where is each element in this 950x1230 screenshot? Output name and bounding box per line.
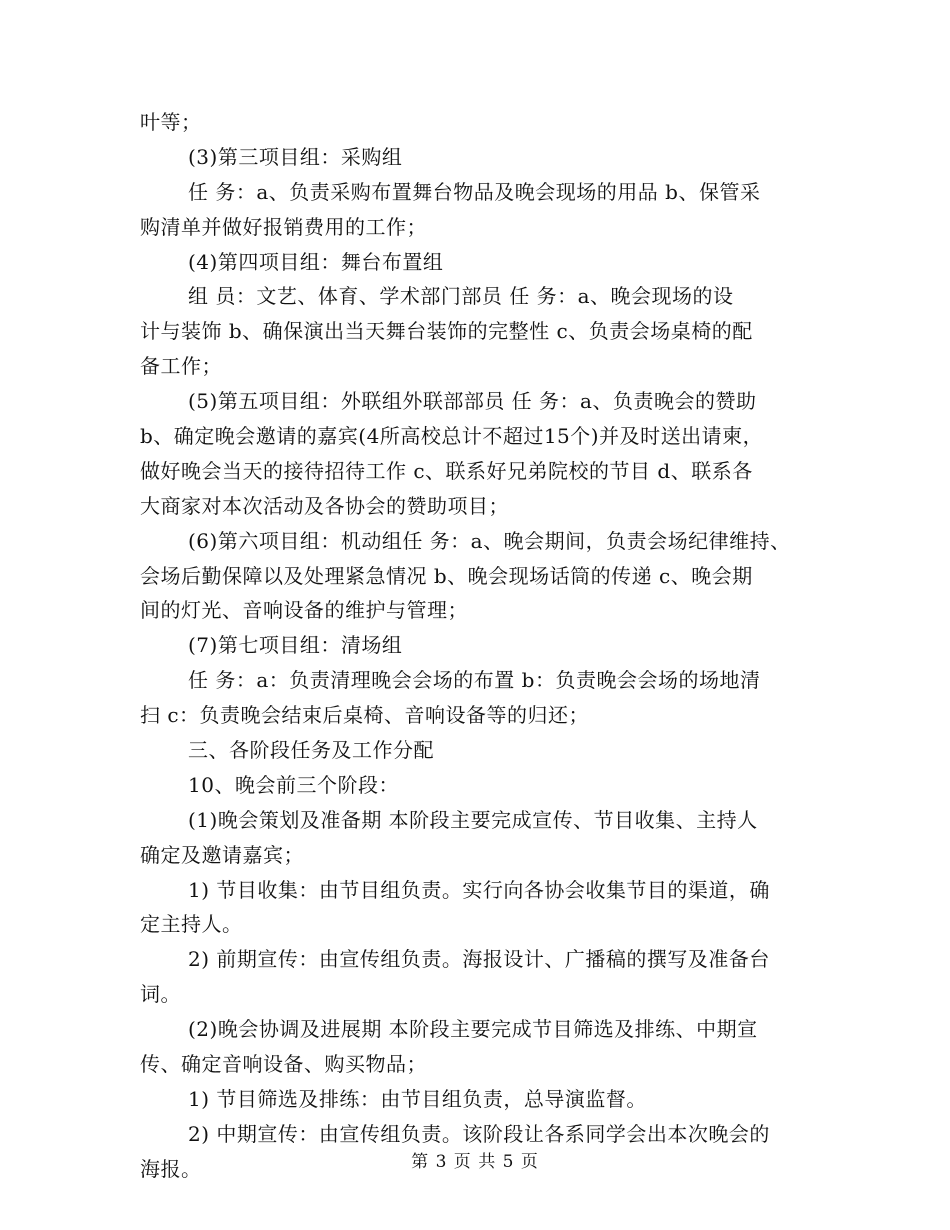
text-line: 大商家对本次活动及各协会的赞助项目； — [140, 493, 509, 518]
text-line: 词。 — [140, 982, 181, 1007]
text-line: 海报。 — [140, 1156, 202, 1181]
text-line: (2)晚会协调及进展期 本阶段主要完成节目筛选及排练、中期宣 — [188, 1017, 758, 1042]
text-line: 2) 前期宣传：由宣传组负责。海报设计、广播稿的撰写及准备台 — [188, 947, 770, 972]
text-line: 2) 中期宣传：由宣传组负责。该阶段让各系同学会出本次晚会的 — [188, 1121, 770, 1146]
text-line: 定主持人。 — [140, 912, 243, 937]
text-line: 确定及邀请嘉宾； — [140, 842, 304, 867]
text-line: 10、晚会前三个阶段： — [188, 772, 399, 797]
page-footer: 第 3 页 共 5 页 — [411, 1152, 539, 1172]
text-line: 组 员：文艺、体育、学术部门部员 任 务：a、晚会现场的设 — [188, 284, 734, 309]
text-line: 任 务：a、负责采购布置舞台物品及晚会现场的用品 b、保管采 — [188, 179, 761, 204]
text-line: 购清单并做好报销费用的工作； — [140, 214, 427, 239]
text-line: 会场后勤保障以及处理紧急情况 b、晚会现场话筒的传递 c、晚会期 — [140, 563, 753, 588]
text-line: 计与装饰 b、确保演出当天舞台装饰的完整性 c、负责会场桌椅的配 — [140, 319, 753, 344]
text-line: 做好晚会当天的接待招待工作 c、联系好兄弟院校的节目 d、联系各 — [140, 458, 753, 483]
text-line: (7)第七项目组：清场组 — [188, 633, 403, 658]
text-line: 间的灯光、音响设备的维护与管理； — [140, 598, 468, 623]
text-line: 备工作； — [140, 354, 222, 379]
text-line: 扫 c：负责晚会结束后桌椅、音响设备等的归还； — [140, 703, 590, 728]
text-line: (4)第四项目组：舞台布置组 — [188, 249, 444, 274]
text-line: (6)第六项目组：机动组任 务：a、晚会期间，负责会场纪律维持、 — [188, 528, 791, 553]
text-line: 任 务：a：负责清理晚会会场的布置 b：负责晚会会场的场地清 — [188, 668, 761, 693]
text-line: 传、确定音响设备、购买物品； — [140, 1052, 427, 1077]
text-line: 三、各阶段任务及工作分配 — [188, 738, 434, 763]
text-line: b、确定晚会邀请的嘉宾(4所高校总计不超过15个)并及时送出请柬， — [140, 424, 764, 449]
text-line: (1)晚会策划及准备期 本阶段主要完成宣传、节目收集、主持人 — [188, 807, 758, 832]
text-line: 叶等； — [140, 110, 202, 134]
text-line: (5)第五项目组：外联组外联部部员 任 务：a、负责晚会的赞助 — [188, 389, 757, 414]
text-line: 1) 节目收集：由节目组负责。实行向各协会收集节目的渠道，确 — [188, 877, 770, 902]
text-line: (3)第三项目组：采购组 — [188, 144, 403, 169]
text-line: 1) 节目筛选及排练：由节目组负责，总导演监督。 — [188, 1086, 647, 1111]
body-text — [140, 105, 810, 1187]
